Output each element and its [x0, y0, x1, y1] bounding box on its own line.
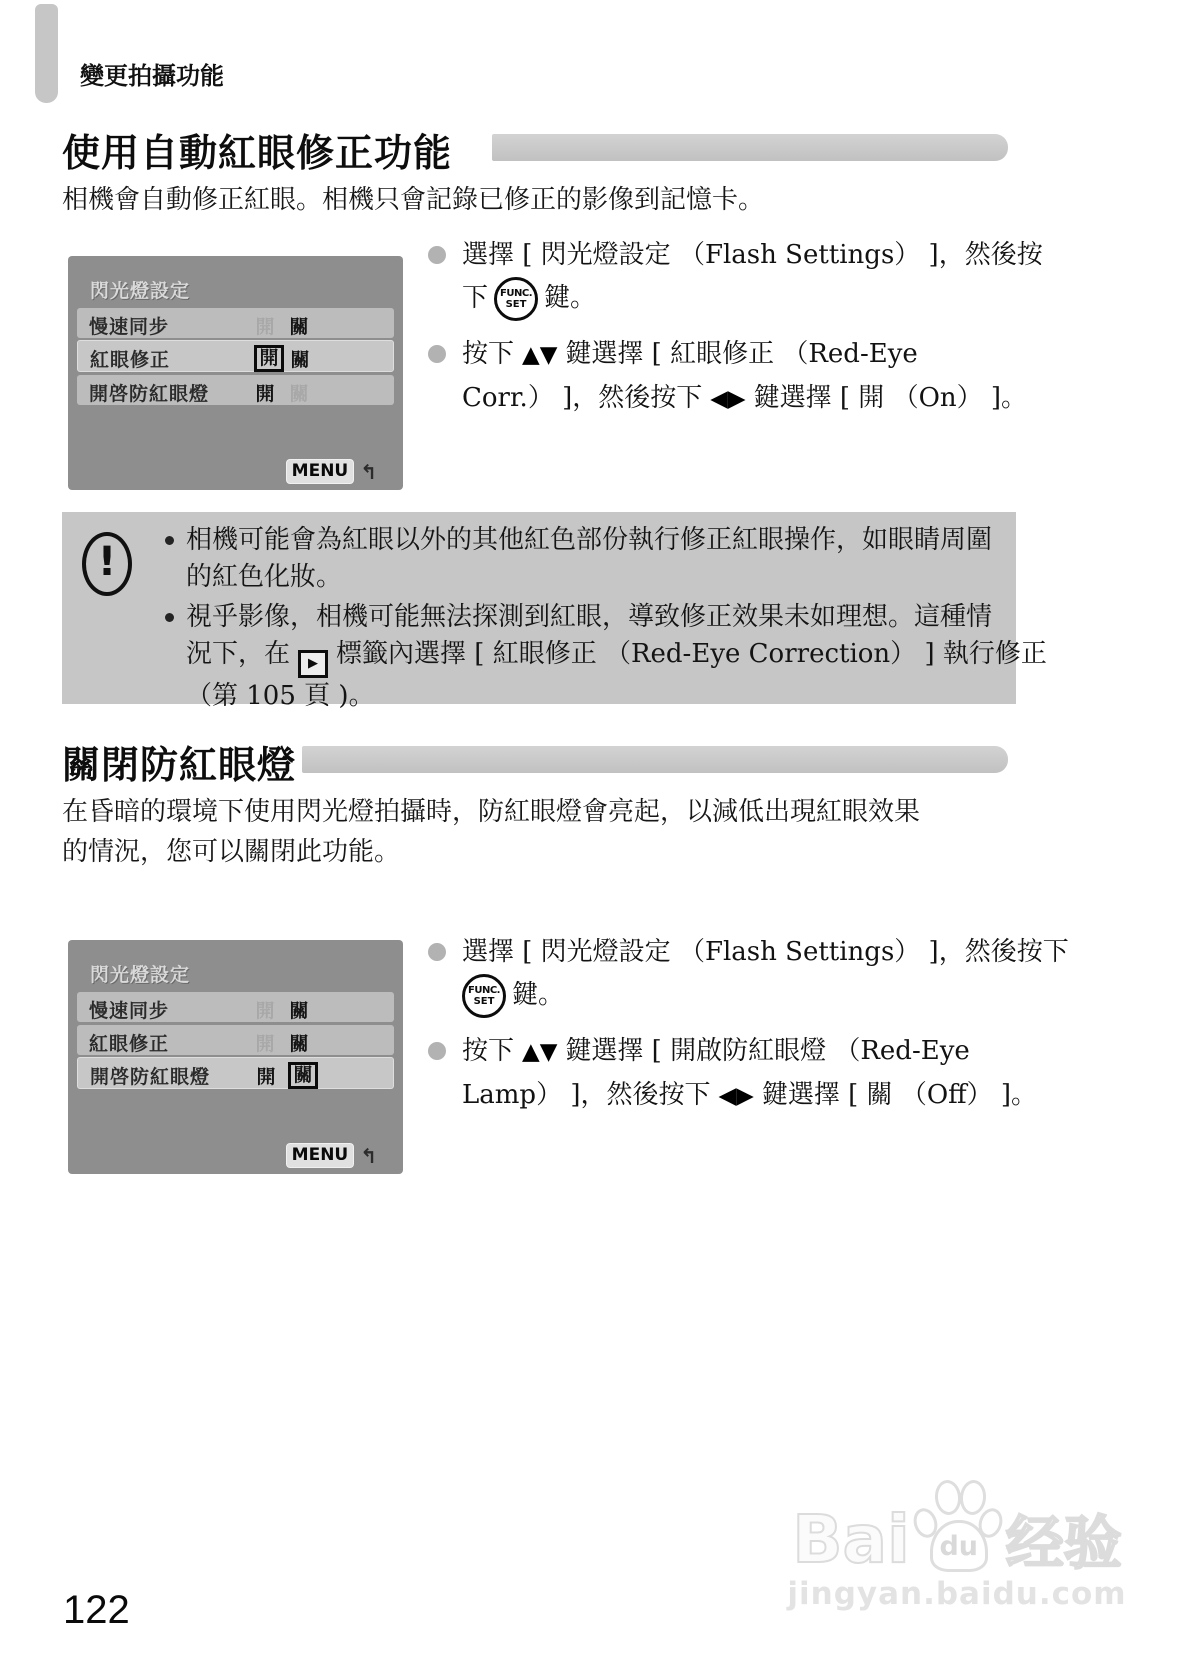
value-on: 開	[255, 383, 275, 405]
step-item	[428, 333, 1028, 421]
watermark-url: jingyan.baidu.com	[787, 1576, 1127, 1612]
func-label: FUNC.	[468, 985, 500, 996]
bullet-dot-icon	[165, 613, 174, 622]
caution-text: 況下，在	[186, 639, 291, 669]
step-text: 下	[462, 283, 489, 313]
value-on: 開	[255, 1033, 275, 1055]
step-text: 按下	[462, 1036, 515, 1066]
step-item	[428, 234, 1043, 321]
section2-steps	[428, 931, 1069, 1130]
step-item	[428, 931, 1069, 1018]
page-number: 122	[63, 1588, 130, 1632]
step-text-line	[462, 1074, 1038, 1118]
caution-box	[62, 512, 1047, 711]
watermark-logo-row	[782, 1478, 1132, 1579]
value-on: 開	[256, 1066, 276, 1088]
set-label: SET	[473, 996, 495, 1007]
step-text: 鍵選擇 [ 開 （On） ]。	[753, 383, 1028, 413]
menu-row-red-eye-lamp	[77, 375, 394, 405]
caution-item	[162, 522, 1008, 596]
up-down-keys-icon: ▲▼	[522, 1039, 558, 1065]
menu-row-label: 開啓防紅眼燈	[90, 1066, 211, 1088]
value-off: 關	[289, 383, 309, 405]
step-text: Lamp） ]，然後按下	[462, 1080, 711, 1110]
camera-menu-screenshot-2	[68, 940, 403, 1174]
bullet-circle-icon	[428, 246, 446, 264]
value-off: 關	[289, 316, 309, 338]
step-text: 鍵。	[512, 980, 565, 1010]
menu-row-slow-synchro	[77, 992, 394, 1022]
step-text: 按下	[462, 339, 515, 369]
step-text-line	[462, 931, 1069, 974]
chapter-tab-bar	[35, 4, 58, 103]
caution-exclamation-icon	[82, 532, 132, 596]
step-text: 鍵。	[544, 283, 597, 313]
paw-toe	[958, 1479, 987, 1516]
step-text-line	[462, 333, 1028, 377]
return-arrow-icon: ↰	[360, 459, 377, 484]
bullet-dot-icon	[165, 536, 174, 545]
menu-row-label: 開啓防紅眼燈	[89, 383, 210, 405]
func-label: FUNC.	[500, 288, 532, 299]
step-text-line	[462, 277, 1028, 321]
section2-intro	[62, 792, 1020, 872]
section2-title: 關閉防紅眼燈	[62, 743, 297, 787]
bullet-circle-icon	[428, 345, 446, 363]
bullet-circle-icon	[428, 943, 446, 961]
func-set-button-icon	[494, 277, 538, 321]
value-off: 關	[290, 349, 310, 371]
step-text: 鍵選擇 [ 關 （Off） ]。	[761, 1080, 1038, 1110]
up-down-keys-icon: ▲▼	[522, 342, 558, 368]
menu-row-red-eye-correction	[77, 1025, 394, 1055]
baidu-paw-icon	[914, 1478, 1002, 1572]
flash-settings-screen-title: 閃光燈設定	[90, 280, 191, 302]
func-set-button-icon	[462, 974, 506, 1018]
menu-button-label: MENU	[286, 1143, 355, 1168]
menu-button-label: MENU	[286, 459, 355, 484]
du-logo-text: du	[939, 1530, 978, 1562]
step-item	[428, 1030, 1038, 1118]
value-on-selected: 開	[254, 345, 284, 372]
section1-intro: 相機會自動修正紅眼。相機只會記錄已修正的影像到記憶卡。	[62, 185, 765, 215]
step-text: 選擇 [ 閃光燈設定 （Flash Settings） ]，然後按	[462, 240, 1043, 270]
step-text-line	[462, 377, 1028, 421]
caution-item	[162, 599, 1047, 715]
caution-text-line	[186, 636, 1047, 678]
chapter-title: 變更拍攝功能	[80, 62, 224, 90]
flash-settings-screen-title: 閃光燈設定	[90, 964, 191, 986]
menu-rows	[77, 992, 394, 1092]
menu-row-red-eye-lamp	[77, 1057, 394, 1089]
paw-toe	[933, 1479, 962, 1516]
caution-text-line: 相機可能會為紅眼以外的其他紅色部份執行修正紅眼操作，如眼睛周圍	[186, 525, 993, 555]
section1-title: 使用自動紅眼修正功能	[62, 131, 453, 175]
baidu-logo-text: Bai	[792, 1501, 910, 1579]
step-text-line	[462, 1030, 1028, 1074]
menu-row-label: 慢速同步	[89, 1000, 170, 1022]
caution-text-line: 的紅色化妝。	[186, 562, 343, 592]
value-on: 開	[255, 1000, 275, 1022]
menu-back-hint	[286, 1143, 377, 1168]
value-off: 關	[289, 1033, 309, 1055]
intro-text-line: 的情況，您可以關閉此功能。	[62, 837, 401, 867]
return-arrow-icon: ↰	[360, 1143, 377, 1168]
step-text-line	[462, 974, 1028, 1018]
menu-row-red-eye-correction	[77, 340, 394, 372]
camera-menu-screenshot-1	[68, 256, 403, 490]
menu-row-label: 慢速同步	[89, 316, 170, 338]
section1-title-bar	[492, 134, 1008, 161]
caution-text-line: 視乎影像，相機可能無法探測到紅眼，導致修正效果未如理想。這種情	[186, 602, 993, 632]
caution-text-line: （第 105 頁 )。	[186, 681, 375, 711]
menu-back-hint	[286, 459, 377, 484]
section2-title-bar	[302, 746, 1008, 773]
exclamation-mark: !	[97, 539, 117, 585]
section1-steps	[428, 234, 1043, 433]
step-text-line	[462, 234, 1043, 277]
left-right-keys-icon: ◀▶	[710, 386, 746, 412]
caution-items	[162, 522, 1047, 718]
step-text: 鍵選擇 [ 開啟防紅眼燈 （Red-Eye	[565, 1036, 970, 1066]
step-text: 鍵選擇 [ 紅眼修正 （Red-Eye	[565, 339, 918, 369]
baidu-jingyan-watermark	[782, 1478, 1132, 1612]
bullet-circle-icon	[428, 1042, 446, 1060]
intro-text-line: 在昏暗的環境下使用閃光燈拍攝時，防紅眼燈會亮起，以減低出現紅眼效果	[62, 797, 921, 827]
left-right-keys-icon: ◀▶	[718, 1083, 754, 1109]
paw-pad	[930, 1520, 988, 1572]
step-text: 選擇 [ 閃光燈設定 （Flash Settings） ]，然後按下	[462, 937, 1069, 967]
play-glyph: ▶	[308, 656, 319, 671]
set-label: SET	[505, 299, 527, 310]
jingyan-logo-text: 经验	[1005, 1509, 1122, 1577]
menu-rows	[77, 308, 394, 408]
menu-row-label: 紅眼修正	[90, 349, 171, 371]
caution-text: 標籤內選擇 [ 紅眼修正 （Red-Eye Correction） ] 執行修正	[336, 639, 1047, 669]
value-off-selected: 關	[288, 1062, 318, 1089]
value-off: 關	[289, 1000, 309, 1022]
menu-row-slow-synchro	[77, 308, 394, 338]
step-text: Corr.） ]，然後按下	[462, 383, 703, 413]
menu-row-label: 紅眼修正	[89, 1033, 170, 1055]
value-on: 開	[255, 316, 275, 338]
playback-tab-icon	[298, 650, 328, 678]
